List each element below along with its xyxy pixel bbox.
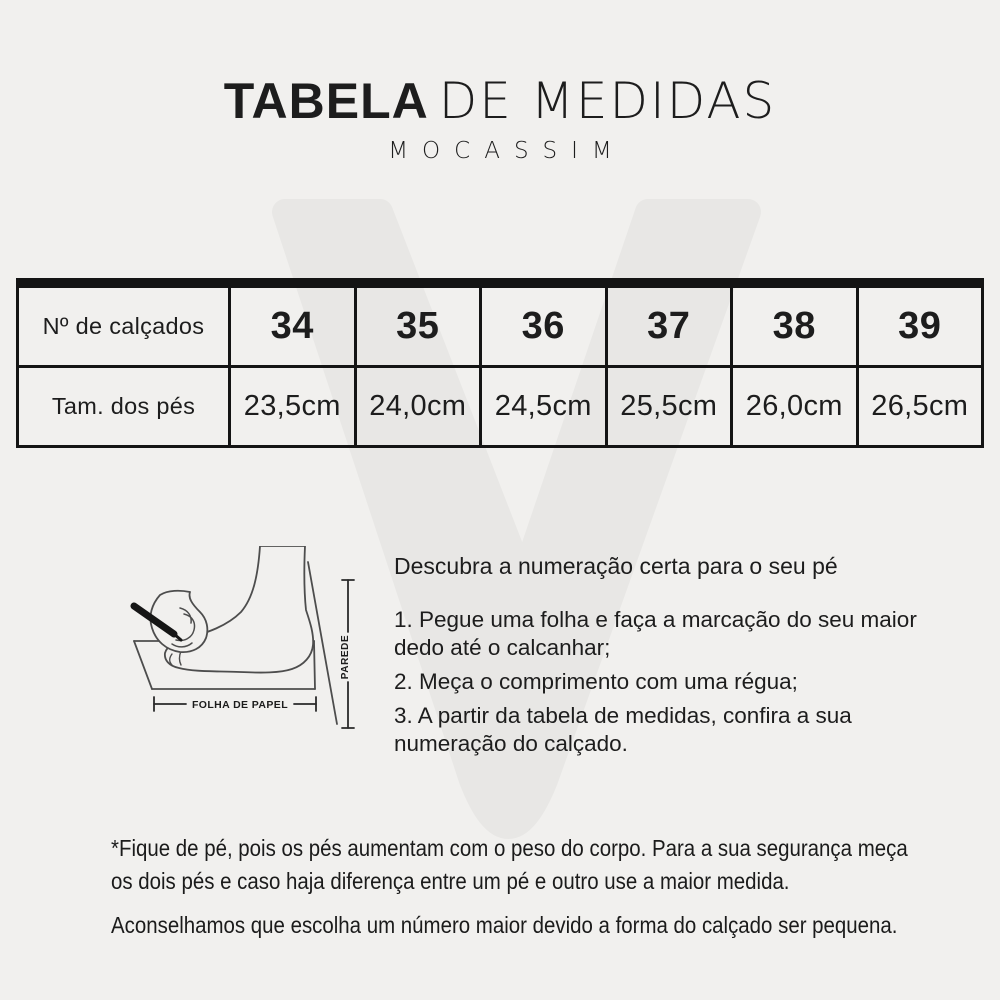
footnotes [111,832,929,942]
size-cell: 36 [481,288,607,367]
length-cell: 24,0cm [355,367,481,447]
header [0,72,1000,164]
page-subtitle: MOCASSIM [388,138,626,164]
size-cell: 39 [857,288,983,367]
foot-measuring-diagram [122,546,384,746]
footnote-1-line-2: os dois pés e caso haja diferença entre um pé e outro use a maior medida. [111,868,790,894]
instruction-step-1: 1. Pegue uma folha e faça a marcação do seu maior dedo até o calcanhar; [394,607,917,660]
length-cell: 26,5cm [857,367,983,447]
instructions-intro: Descubra a numeração certa para o seu pé [394,553,838,579]
size-cell: 34 [230,288,356,367]
size-cell: 38 [732,288,858,367]
table-top-bar [16,278,984,288]
instruction-step-2: 2. Meça o comprimento com uma régua; [394,669,798,694]
table-row-sizes [18,288,983,367]
size-cell: 37 [606,288,732,367]
title-bold: TABELA [223,73,429,129]
size-table [16,278,984,448]
page-title [0,72,1000,130]
row-label-foot-size: Tam. dos pés [18,367,230,447]
length-cell: 26,0cm [732,367,858,447]
instruction-step-3: 3. A partir da tabela de medidas, confira a sua numeração do calçado. [394,703,852,756]
wall-label: PAREDE [340,634,351,680]
footnote-1-line-1: *Fique de pé, pois os pés aumentam com o peso do corpo. Para a sua segurança meça [111,835,908,861]
length-cell: 23,5cm [230,367,356,447]
row-label-shoe-number: Nº de calçados [18,288,230,367]
paper-label: FOLHA DE PAPEL [191,699,289,711]
title-light: DE MEDIDAS [438,72,777,130]
length-cell: 25,5cm [606,367,732,447]
instructions [394,552,939,764]
length-cell: 24,5cm [481,367,607,447]
footnote-2: Aconselhamos que escolha um número maior devido a forma do calçado ser pequena. [111,912,898,938]
size-cell: 35 [355,288,481,367]
table-row-foot-length [18,367,983,447]
